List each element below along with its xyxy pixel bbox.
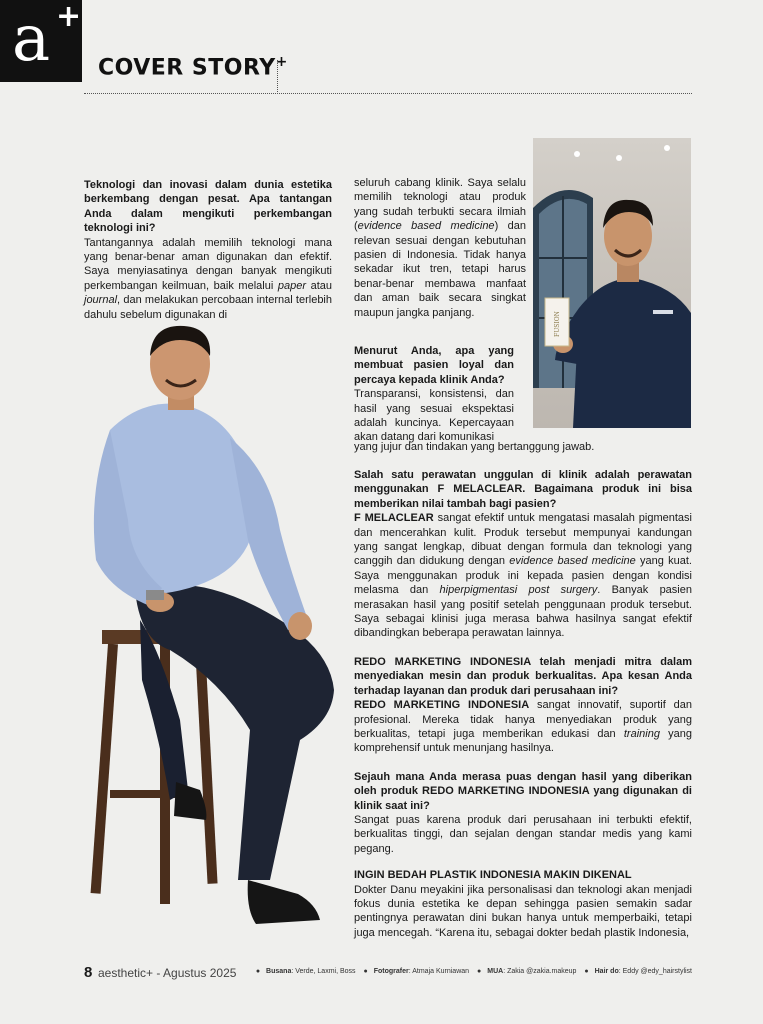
header-rule (84, 93, 692, 94)
left-column (84, 178, 332, 322)
answer-5: Sangat puas karena produk dari perusahaan ini terbukti efektif, berkualitas tinggi, dan sejalan dengan standar medis yang kami pegang. (354, 813, 692, 855)
magazine-logo (0, 0, 82, 82)
doctor-photo-illustration (533, 138, 691, 428)
answer-2: Transparansi, konsistensi, dan hasil yang sesuai ekspektasi adalah kuncinya. Kepercayaan akan datang dari komunikasi (354, 388, 514, 444)
photo-credits: ● Busana: Verde, Laxmi, Boss ● Fotografer: Atmaja Kurniawan ● MUA: Zakia @zakia.makeup ● Hair do: Eddy @edy_hairstylist (255, 968, 692, 975)
section-title: COVER STORY+ (98, 54, 288, 81)
question-5: Sejauh mana Anda merasa puas dengan hasil yang diberikan oleh produk REDO MARKETING INDONESIA yang digunakan di klinik saat ini? (354, 770, 692, 812)
middle-column-lower (354, 344, 514, 445)
question-4: REDO MARKETING INDONESIA telah menjadi mitra dalam menyediakan mesin dan produk berkualitas. Apa kesan Anda terhadap layanan dan produk dari perusahaan ini? (354, 655, 692, 697)
middle-column (354, 176, 526, 320)
cover-portrait-illustration (80, 320, 360, 950)
title-divider (277, 60, 278, 92)
answer-4: REDO MARKETING INDONESIA sangat innovatif, suportif dan profesional. Mereka tidak hanya menyediakan produk yang berkualitas, tetapi juga memberikan edukasi dan training yang komprehensif untuk menunjang hasilnya. (354, 699, 692, 755)
closing-paragraph: Dokter Danu meyakini jika personalisasi dan teknologi akan menjadi fokus dunia estetika ke depan sehingga pasien semakin sadar pentingnya perawatan dini bukan hanya untuk memperbaiki, tetapi juga mencegah. “Karena itu, sebagai dokter bedah plastik Indonesia, (354, 883, 692, 939)
question-1: Teknologi dan inovasi dalam dunia estetika berkembang dengan pesat. Apa tantangan Anda dalam mengikuti perkembangan teknologi ini? (84, 179, 332, 235)
question-3: Salah satu perawatan unggulan di klinik adalah perawatan menggunakan F MELACLEAR. Bagaimana produk ini bisa memberikan nilai tambah bagi pasien? (354, 469, 692, 510)
subheading: INGIN BEDAH PLASTIK INDONESIA MAKIN DIKENAL (354, 869, 632, 882)
page-footer (84, 964, 692, 984)
product-box-label: FUSION (554, 311, 561, 337)
logo-plus: + (56, 0, 82, 34)
answer-3: F MELACLEAR sangat efektif untuk mengatasi masalah pigmentasi dan mencerahkan kulit. Produk tersebut mempunyai kandungan yang sangat lengkap, dibuat dengan formula dan teknologi yang canggih dan didukung dengan evidence based medicine yang kuat. Saya menggunakan produk ini kepada pasien dengan kondisi melasma dan hiperpigmentasi post surgery. Banyak pasien merasakan hasil yang positif setelah penggunaan produk tersebut. Saya sebagai klinisi juga merasa bahwa hasilnya sangat efektif dibandingkan beberapa perawatan lainnya. (354, 512, 692, 640)
magazine-issue: aesthetic+ - Agustus 2025 (98, 966, 237, 980)
page-number: 8 (84, 964, 93, 981)
doctor-photo (533, 138, 691, 428)
answer-1-continued: seluruh cabang klinik. Saya selalu memilih teknologi atau produk yang sudah terbukti secara ilmiah (evidence based medicine) dan relevan sesuai dengan kebutuhan pasien di Indonesia. Tidak hanya sekadar ikut tren, tetapi harus benar-benar membawa manfaat dan aman baik secara singkat maupun jangka panjang. (354, 177, 527, 319)
logo-letter: a (12, 2, 51, 76)
question-2: Menurut Anda, apa yang membuat pasien loyal dan percaya kepada klinik Anda? (354, 345, 514, 386)
right-column (354, 468, 692, 940)
cover-portrait (80, 320, 360, 950)
answer-1: Tantangannya adalah memilih teknologi mana yang benar-benar aman digunakan dan efektif. Saya menyiasatinya dengan banyak mengikuti perkembangan keilmuan, baik melalui paper atau journal, dan melakukan percobaan internal terlebih dahulu sebelum digunakan di (84, 236, 332, 321)
answer-2-end: yang jujur dan tindakan yang bertanggung jawab. (354, 441, 595, 453)
